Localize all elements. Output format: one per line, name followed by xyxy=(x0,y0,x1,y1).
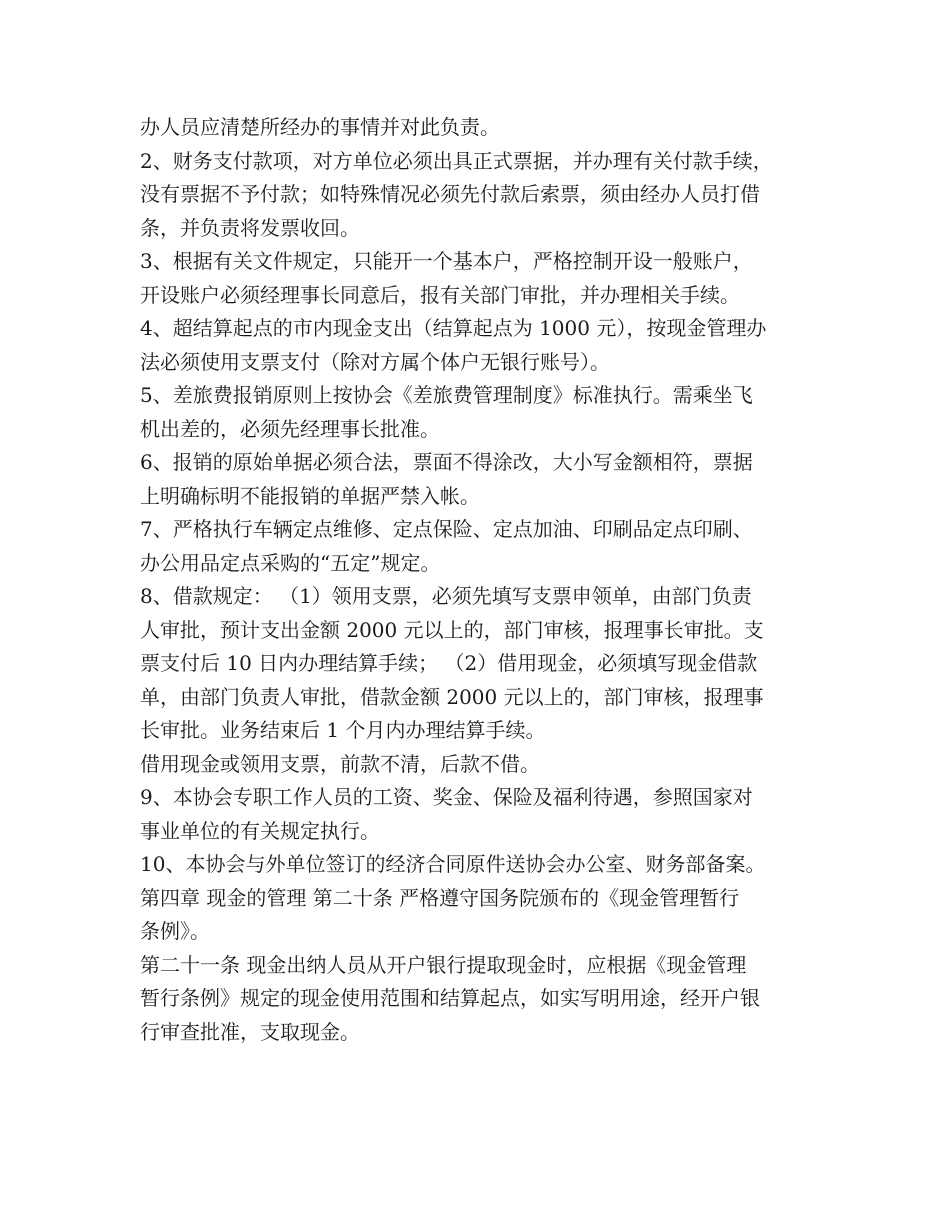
text-line: 机出差的，必须先经理事长批准。 xyxy=(140,416,440,441)
text-line: 行审查批准，支取现金。 xyxy=(140,1019,360,1044)
text-line: 4、超结算起点的市内现金支出（结算起点为 1000 元），按现金管理办 xyxy=(140,316,767,340)
text-line: 没有票据不予付款；如特殊情况必须先付款后索票，须由经办人员打借 xyxy=(140,182,760,206)
text-line: 人审批，预计支出金额 2000 元以上的，部门审核，报理事长审批。支 xyxy=(140,617,764,642)
text-line: 第二十一条 现金出纳人员从开户银行提取现金时，应根据《现金管理 xyxy=(140,952,747,977)
text-line: 开设账户必须经理事长同意后，报有关部门审批，并办理相关手续。 xyxy=(140,282,740,307)
text-line: 3、根据有关文件规定，只能开一个基本户，严格控制开设一般账户， xyxy=(140,249,753,273)
text-line: 6、报销的原始单据必须合法，票面不得涂改，大小写金额相符，票据 xyxy=(140,450,753,474)
text-line: 办人员应清楚所经办的事情并对此负责。 xyxy=(140,115,500,139)
text-line: 9、本协会专职工作人员的工资、奖金、保险及福利待遇，参照国家对 xyxy=(140,785,753,809)
text-line: 10、本协会与外单位签订的经济合同原件送协会办公室、财务部备案。 xyxy=(140,852,766,876)
document-body xyxy=(140,111,816,1049)
text-line: 事业单位的有关规定执行。 xyxy=(140,818,380,843)
text-line: 2、财务支付款项，对方单位必须出具正式票据，并办理有关付款手续， xyxy=(140,148,773,173)
text-line: 7、严格执行车辆定点维修、定点保险、定点加油、印刷品定点印刷、 xyxy=(140,517,753,541)
text-line: 条例》。 xyxy=(140,919,210,943)
text-line: 长审批。业务结束后 1 个月内办理结算手续。 xyxy=(140,718,546,742)
text-line: 第四章 现金的管理 第二十条 严格遵守国务院颁布的《现金管理暂行 xyxy=(140,885,740,910)
text-line: 8、借款规定： （1）领用支票，必须先填写支票申领单，由部门负责 xyxy=(140,584,752,608)
text-line: 借用现金或领用支票，前款不清，后款不借。 xyxy=(140,751,540,776)
text-line: 条，并负责将发票收回。 xyxy=(140,215,360,240)
text-line: 上明确标明不能报销的单据严禁入帐。 xyxy=(140,483,480,508)
text-line: 办公用品定点采购的“五定”规定。 xyxy=(140,550,441,575)
text-line: 暂行条例》规定的现金使用范围和结算起点，如实写明用途，经开户银 xyxy=(140,986,760,1010)
text-line: 法必须使用支票支付（除对方属个体户无银行账号）。 xyxy=(140,349,610,374)
text-line: 票支付后 10 日内办理结算手续； （2）借用现金，必须填写现金借款 xyxy=(140,651,758,675)
text-line: 5、差旅费报销原则上按协会《差旅费管理制度》标准执行。需乘坐飞 xyxy=(140,383,753,407)
text-line: 单，由部门负责人审批，借款金额 2000 元以上的，部门审核，报理事 xyxy=(140,684,764,709)
